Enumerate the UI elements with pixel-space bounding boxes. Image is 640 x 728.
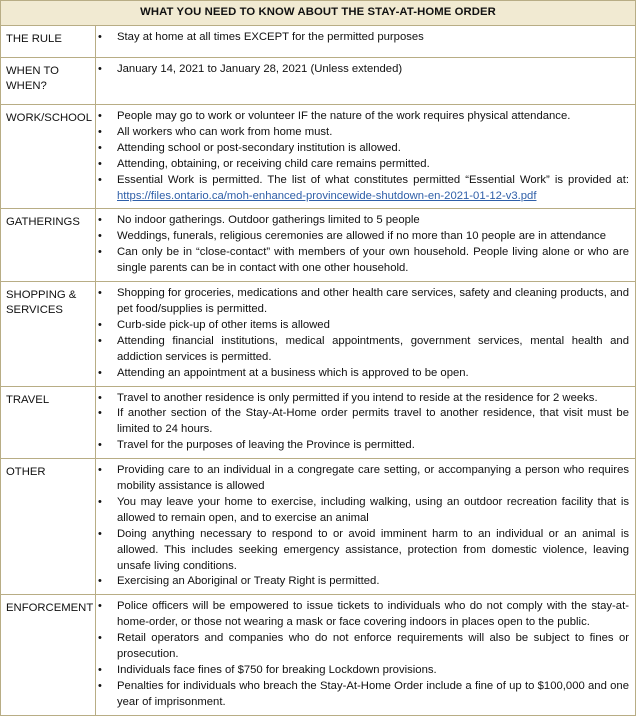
item-text: You may leave your home to exercise, including walking, using an outdoor recreation facility that is allowed to remain open, and to exercise an animal (117, 495, 629, 524)
item-text: Travel for the purposes of leaving the Province is permitted. (117, 439, 415, 452)
row-label-shopping-services: SHOPPING & SERVICES (1, 282, 96, 386)
row-label-travel: TRAVEL (1, 386, 96, 459)
list-item (96, 366, 629, 382)
list-item (96, 141, 629, 157)
list-item (96, 663, 629, 679)
bullet-icon: • (98, 63, 102, 75)
item-text: Essential Work is permitted. The list of what constitutes permitted “Essential Work” is provided at: (117, 173, 629, 186)
item-text: Can only be in “close-contact” with members of your own household. People living alone or who are single parents can be in contact with one other household. (117, 246, 629, 275)
list-item (96, 495, 629, 527)
list-item (96, 406, 629, 438)
item-text: If another section of the Stay-At-Home order permits travel to another residence, that visit must be limited to 24 hours. (117, 407, 629, 436)
item-text: Providing care to an individual in a congregate care setting, or accompanying a person who requires mobility assistance is allowed (117, 464, 629, 493)
bullet-icon: • (98, 157, 102, 170)
list-item (96, 463, 629, 495)
table-title: WHAT YOU NEED TO KNOW ABOUT THE STAY-AT-HOME ORDER (1, 1, 636, 26)
row-work-school (1, 105, 636, 209)
list-item (96, 334, 629, 366)
bullet-icon: • (98, 334, 102, 347)
row-enforcement (1, 595, 636, 715)
bullet-icon: • (98, 318, 102, 331)
list-item (96, 679, 629, 711)
list-item (96, 574, 629, 590)
list-item (96, 245, 629, 277)
bullet-icon: • (98, 391, 102, 404)
item-text: Shopping for groceries, medications and other health care services, safety and cleaning products, and pet food/supplies is permitted. (117, 287, 629, 315)
bullet-icon: • (98, 141, 102, 154)
row-content-enforcement (96, 595, 636, 715)
list-item (96, 391, 629, 407)
row-other (1, 459, 636, 595)
row-shopping-services (1, 282, 636, 386)
item-text: Stay at home at all times EXCEPT for the permitted purposes (117, 31, 424, 43)
list-item (96, 109, 629, 125)
bullet-icon: • (98, 575, 102, 588)
item-text: Retail operators and companies who do not enforce requirements will also be subject to fines or prosecution. (117, 632, 629, 661)
item-text: Attending an appointment at a business which is approved to be open. (117, 366, 469, 379)
row-label-work-school: WORK/SCHOOL (1, 105, 96, 209)
list-item (96, 527, 629, 575)
list-item (96, 599, 629, 631)
bullet-icon: • (98, 110, 102, 122)
bullet-icon: • (98, 632, 102, 645)
bullet-icon: • (98, 407, 102, 420)
bullet-icon: • (98, 664, 102, 676)
essential-work-link[interactable]: https://files.ontario.ca/moh-enhanced-provincewide-shutdown-en-2021-01-12-v3.pdf (117, 189, 537, 202)
row-content-gatherings (96, 209, 636, 282)
bullet-icon: • (98, 214, 102, 227)
item-text: Police officers will be empowered to issue tickets to individuals who do not comply with the stay-at-home-order, or those not wearing a mask or face covering indoors in places open to the public. (117, 600, 629, 629)
bullet-icon: • (98, 439, 102, 452)
row-label-enforcement: ENFORCEMENT (1, 595, 96, 715)
item-text: No indoor gatherings. Outdoor gatherings limited to 5 people (117, 214, 420, 227)
row-label-the-rule: THE RULE (1, 26, 96, 58)
item-text: Individuals face fines of $750 for breaking Lockdown provisions. (117, 664, 437, 676)
row-content-when-to-when (96, 58, 636, 105)
row-content-the-rule (96, 26, 636, 58)
bullet-icon: • (98, 527, 102, 540)
row-gatherings (1, 209, 636, 282)
bullet-icon: • (98, 287, 102, 300)
row-travel (1, 386, 636, 459)
item-text: Attending, obtaining, or receiving child care remains permitted. (117, 157, 430, 170)
list-item (96, 318, 629, 334)
bullet-icon: • (98, 173, 102, 186)
list-item (96, 631, 629, 663)
row-label-gatherings: GATHERINGS (1, 209, 96, 282)
list-item (96, 229, 629, 245)
item-text: January 14, 2021 to January 28, 2021 (Unless extended) (117, 63, 403, 75)
item-text: Exercising an Aboriginal or Treaty Right is permitted. (117, 575, 380, 588)
list-item (96, 286, 629, 318)
bullet-icon: • (98, 230, 102, 243)
item-text: People may go to work or volunteer IF the nature of the work requires physical attendance. (117, 110, 571, 122)
list-item (96, 157, 629, 173)
list-item (96, 30, 629, 46)
item-text: Attending school or post-secondary institution is allowed. (117, 141, 401, 154)
item-text: Penalties for individuals who breach the Stay-At-Home Order include a fine of up to $100,000 and one year of imprisonment. (117, 679, 629, 708)
row-content-shopping-services (96, 282, 636, 386)
bullet-icon: • (98, 495, 102, 508)
item-text: Doing anything necessary to respond to or avoid imminent harm to an individual or an animal is allowed. This includes seeking emergency assistance, protection from domestic violence, leaving unsafe living conditions. (117, 527, 629, 572)
row-content-other (96, 459, 636, 595)
list-item (96, 173, 629, 205)
list-item (96, 62, 629, 78)
bullet-icon: • (98, 31, 102, 43)
item-text: Attending financial institutions, medical appointments, government services, mental health and addiction services is permitted. (117, 334, 629, 363)
item-text: Weddings, funerals, religious ceremonies are allowed if no more than 10 people are in attendance (117, 230, 606, 243)
item-text: Travel to another residence is only permitted if you intend to reside at the residence for 2 weeks. (117, 391, 598, 404)
row-label-other: OTHER (1, 459, 96, 595)
bullet-icon: • (98, 464, 102, 477)
bullet-icon: • (98, 600, 102, 613)
row-label-when-to-when: WHEN TO WHEN? (1, 58, 96, 105)
bullet-icon: • (98, 679, 102, 692)
row-the-rule (1, 26, 636, 58)
item-text: Curb-side pick-up of other items is allowed (117, 318, 330, 331)
row-when-to-when (1, 58, 636, 105)
bullet-icon: • (98, 125, 102, 138)
list-item (96, 438, 629, 454)
row-content-travel (96, 386, 636, 459)
list-item (96, 125, 629, 141)
bullet-icon: • (98, 246, 102, 259)
item-text: All workers who can work from home must. (117, 125, 333, 138)
list-item (96, 213, 629, 229)
bullet-icon: • (98, 366, 102, 379)
row-content-work-school (96, 105, 636, 209)
